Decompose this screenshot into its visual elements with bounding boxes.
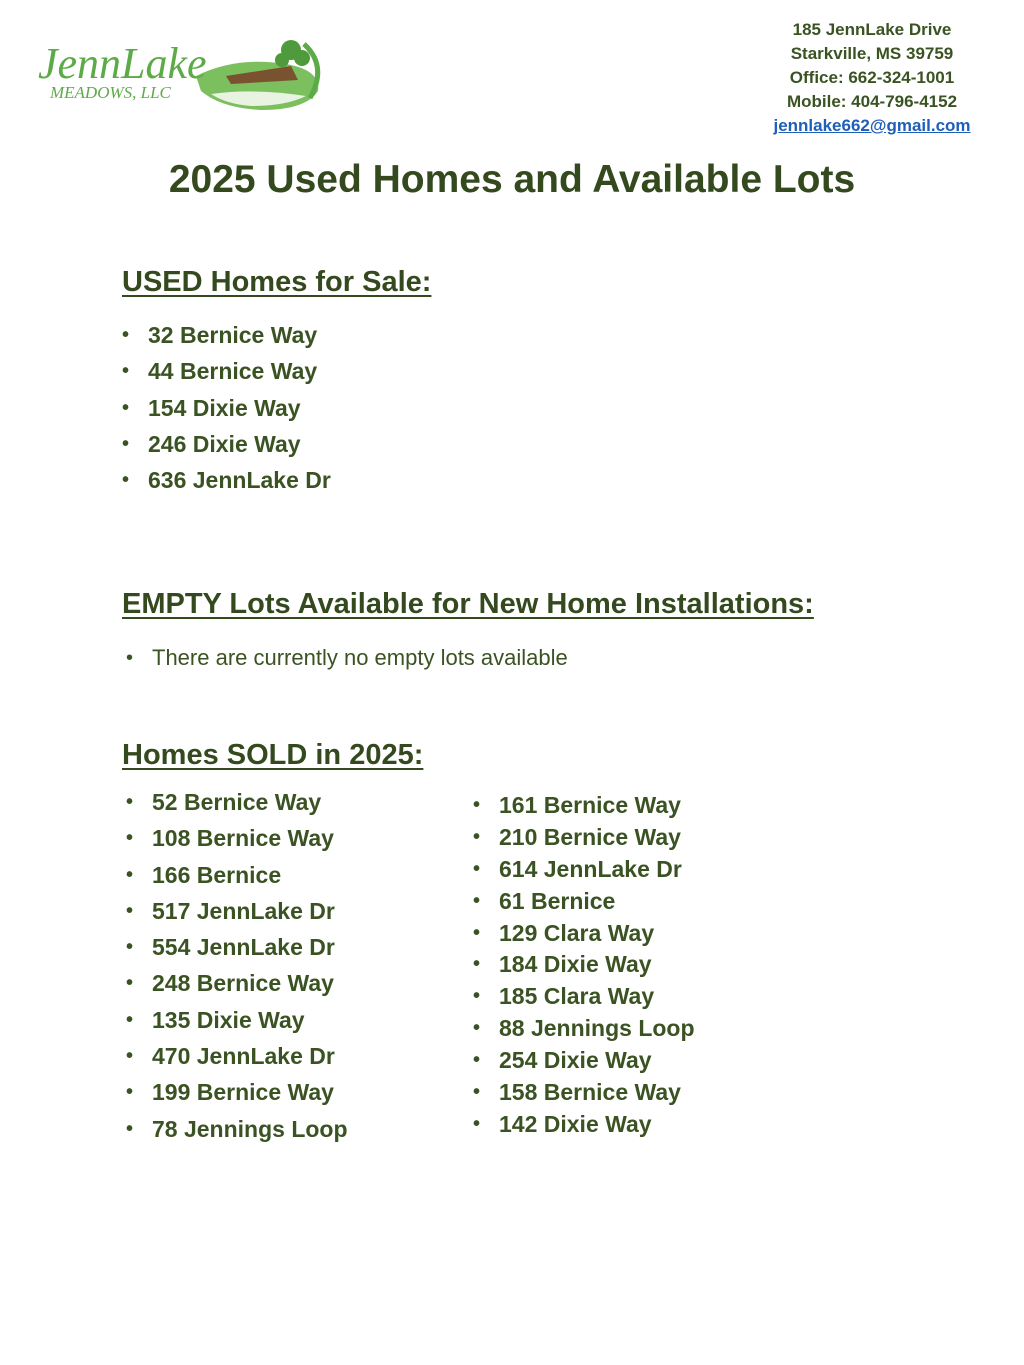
list-item: • There are currently no empty lots available — [126, 642, 568, 674]
contact-address: 185 JennLake Drive — [792, 20, 952, 39]
logo-tree-icon — [275, 53, 289, 67]
list-item: • 32 Bernice Way — [122, 318, 331, 354]
company-logo — [36, 36, 326, 116]
sold-homes-list-right — [473, 790, 695, 1141]
logo-subname: MEADOWS, LLC — [50, 83, 171, 102]
list-item: • 210 Bernice Way — [473, 822, 695, 854]
list-item: • 142 Dixie Way — [473, 1109, 695, 1141]
list-item: • 185 Clara Way — [473, 981, 695, 1013]
used-homes-list — [122, 318, 331, 499]
empty-lots-list — [126, 642, 568, 674]
list-item: • 199 Bernice Way — [126, 1076, 348, 1112]
used-homes-heading: USED Homes for Sale: — [122, 266, 432, 298]
list-item: • 52 Bernice Way — [126, 786, 348, 822]
logo-name: JennLake — [38, 39, 207, 88]
list-item: • 61 Bernice — [473, 886, 695, 918]
list-item: • 248 Bernice Way — [126, 967, 348, 1003]
list-item: • 254 Dixie Way — [473, 1045, 695, 1077]
list-item: • 78 Jennings Loop — [126, 1113, 348, 1149]
list-item: • 246 Dixie Way — [122, 427, 331, 463]
contact-city: Starkville, MS 39759 — [790, 44, 954, 63]
list-item: • 129 Clara Way — [473, 918, 695, 950]
list-item: • 108 Bernice Way — [126, 822, 348, 858]
logo-graphic — [36, 36, 326, 116]
list-item: • 517 JennLake Dr — [126, 895, 348, 931]
contact-office-phone: Office: 662-324-1001 — [789, 68, 955, 87]
empty-lots-heading: EMPTY Lots Available for New Home Installations: — [122, 588, 814, 620]
page-title: 2025 Used Homes and Available Lots — [168, 158, 856, 201]
sold-homes-list-left — [126, 786, 348, 1149]
contact-email-link[interactable]: jennlake662@gmail.com — [773, 116, 971, 135]
list-item: • 135 Dixie Way — [126, 1004, 348, 1040]
sold-homes-heading: Homes SOLD in 2025: — [122, 739, 424, 771]
list-item: • 636 JennLake Dr — [122, 463, 331, 499]
list-item: • 554 JennLake Dr — [126, 931, 348, 967]
contact-block — [762, 18, 982, 138]
logo-tree-icon — [294, 50, 310, 66]
list-item: • 166 Bernice — [126, 859, 348, 895]
list-item: • 88 Jennings Loop — [473, 1013, 695, 1045]
list-item: • 470 JennLake Dr — [126, 1040, 348, 1076]
list-item: • 184 Dixie Way — [473, 949, 695, 981]
list-item: • 44 Bernice Way — [122, 354, 331, 390]
list-item: • 614 JennLake Dr — [473, 854, 695, 886]
list-item: • 158 Bernice Way — [473, 1077, 695, 1109]
contact-mobile-phone: Mobile: 404-796-4152 — [786, 92, 958, 111]
list-item: • 154 Dixie Way — [122, 391, 331, 427]
list-item: • 161 Bernice Way — [473, 790, 695, 822]
